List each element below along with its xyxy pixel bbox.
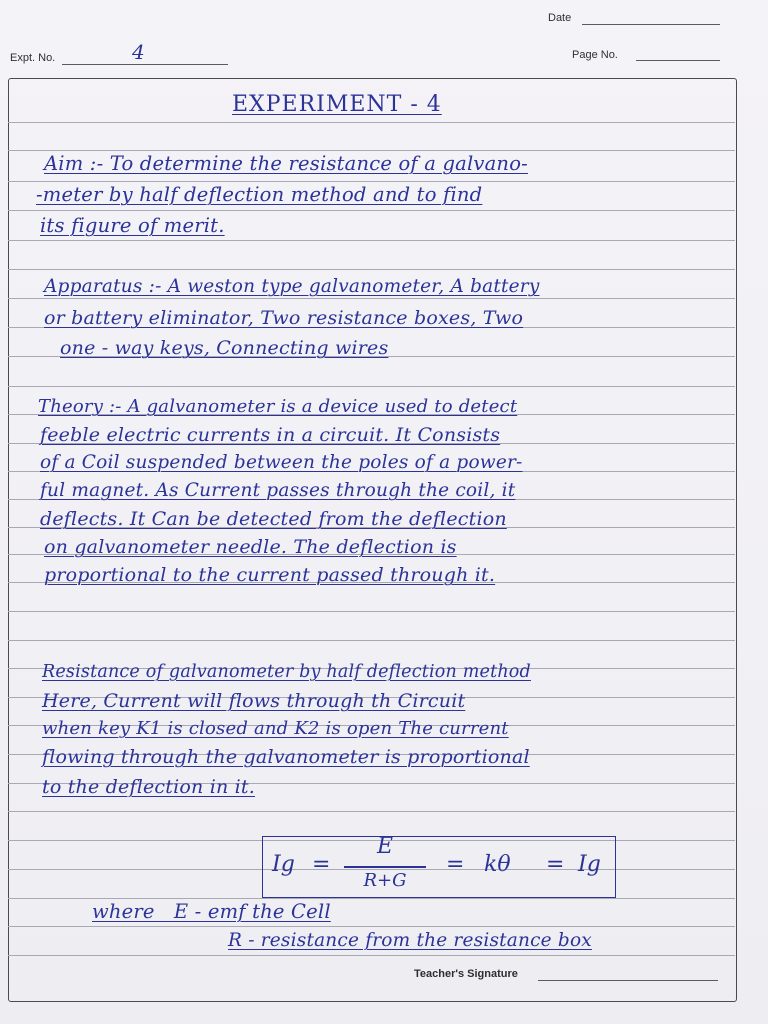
text-line: when key K1 is closed and K2 is open The current: [42, 718, 509, 739]
text-line: or battery eliminator, Two resistance boxes, Two: [44, 307, 524, 329]
expt-no-value: 4: [132, 40, 145, 64]
text-line: proportional to the current passed through it.: [44, 564, 496, 586]
page-no-blank-line: [636, 60, 720, 61]
formula-numerator: E: [376, 834, 394, 859]
date-blank-line: [582, 24, 720, 25]
expt-no-blank-line: [62, 64, 228, 65]
signature-blank-line: [538, 980, 718, 981]
formula-denominator: R+G: [363, 870, 407, 891]
page-title: EXPERIMENT - 4: [232, 92, 442, 117]
text-line: Here, Current will flows through th Circuit: [42, 690, 466, 712]
where-line: where E - emf the Cell: [92, 900, 331, 923]
formula-equals: =: [546, 852, 565, 877]
text-line: flowing through the galvanometer is proportional: [42, 746, 530, 768]
text-line: ful magnet. As Current passes through the coil, it: [40, 480, 516, 501]
text-line: to the deflection in it.: [42, 776, 256, 798]
text-line: feeble electric currents in a circuit. It Consists: [40, 424, 501, 446]
text-line: Apparatus :- A weston type galvanometer, A battery: [44, 276, 540, 297]
formula-equals: =: [312, 852, 331, 877]
date-label: Date: [548, 12, 572, 24]
text-line: Resistance of galvanometer by half deflection method: [42, 662, 531, 682]
text-line: deflects. It Can be detected from the deflection: [40, 508, 507, 530]
formula-equals: =: [446, 852, 465, 877]
text-line: Theory :- A galvanometer is a device used to detect: [38, 396, 518, 417]
text-line: one - way keys, Connecting wires: [60, 337, 389, 359]
formula-lhs: Ig: [272, 852, 295, 877]
expt-no-label: Expt. No.: [10, 52, 56, 64]
formula-k-theta: kθ: [484, 852, 511, 877]
text-line: of a Coil suspended between the poles of a power-: [40, 452, 523, 473]
text-line: Aim :- To determine the resistance of a galvano-: [44, 152, 528, 175]
where-line: R - resistance from the resistance box: [228, 930, 592, 951]
text-line: its figure of merit.: [40, 214, 225, 237]
formula-rhs: Ig: [578, 852, 601, 877]
fraction-bar: [344, 866, 426, 868]
text-line: -meter by half deflection method and to find: [36, 183, 483, 206]
page-no-label: Page No.: [572, 49, 618, 61]
text-line: on galvanometer needle. The deflection is: [44, 536, 457, 558]
teacher-signature-label: Teacher's Signature: [414, 968, 518, 980]
